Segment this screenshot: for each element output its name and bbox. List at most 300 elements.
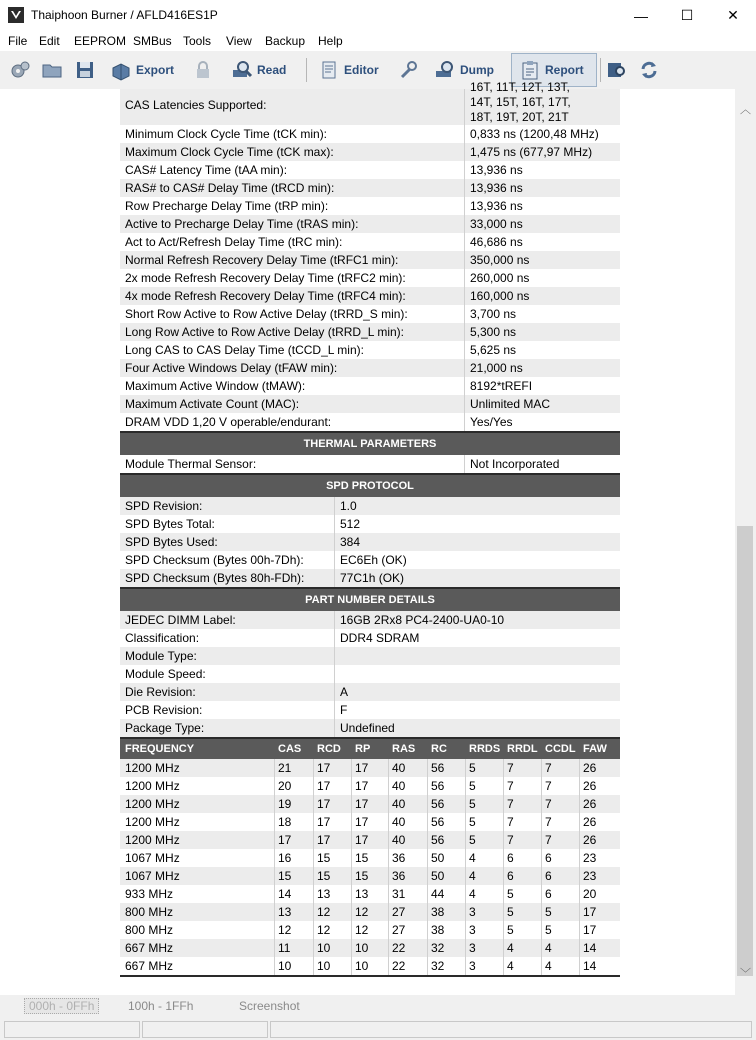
table-cell: 3 (469, 941, 476, 955)
row-value: 77C1h (OK) (340, 571, 405, 585)
row-value: 0,833 ns (1200,48 MHz) (470, 127, 599, 141)
column-header: RP (355, 743, 371, 755)
table-cell: 15 (355, 851, 369, 865)
column-divider (427, 867, 428, 885)
column-divider (313, 885, 314, 903)
row-value: DDR4 SDRAM (340, 631, 420, 645)
column-divider (334, 665, 335, 683)
column-divider (541, 957, 542, 975)
table-cell: 12 (278, 923, 292, 937)
column-divider (503, 921, 504, 939)
frequency-row (120, 813, 620, 831)
column-divider (427, 849, 428, 867)
tab-screenshot[interactable]: Screenshot (239, 999, 300, 1013)
table-cell: 5 (545, 923, 552, 937)
table-cell: 7 (545, 761, 552, 775)
table-cell: 17 (355, 761, 369, 775)
column-divider (503, 867, 504, 885)
table-cell: 40 (392, 797, 406, 811)
table-cell: 56 (431, 833, 445, 847)
export-button[interactable] (110, 54, 174, 86)
column-divider (274, 795, 275, 813)
column-divider (541, 885, 542, 903)
cas-latencies-row (120, 80, 620, 125)
kv-row (120, 161, 620, 179)
column-divider (579, 939, 580, 957)
menu-backup[interactable]: Backup (265, 34, 306, 48)
column-divider (579, 903, 580, 921)
column-divider (541, 867, 542, 885)
column-divider (274, 939, 275, 957)
editor-page-icon (318, 59, 340, 81)
table-cell: 10 (317, 959, 331, 973)
column-divider (313, 867, 314, 885)
column-divider (579, 777, 580, 795)
row-value: 13,936 ns (470, 199, 523, 213)
row-label: JEDEC DIMM Label: (125, 613, 236, 627)
table-cell: 800 MHz (125, 923, 174, 937)
kv-row (120, 455, 620, 473)
table-cell: 5 (507, 905, 514, 919)
table-cell: 40 (392, 779, 406, 793)
column-divider (274, 831, 275, 849)
kv-row (120, 143, 620, 161)
column-divider (464, 179, 465, 197)
table-cell: 27 (392, 905, 406, 919)
table-cell: 15 (317, 851, 331, 865)
column-divider (503, 939, 504, 957)
table-cell: 10 (317, 941, 331, 955)
view-tabs (0, 995, 756, 1017)
table-cell: 17 (583, 905, 597, 919)
menu-tools[interactable]: Tools (183, 34, 212, 48)
row-label: Maximum Active Window (tMAW): (125, 379, 306, 393)
toolbar (0, 51, 756, 90)
app-logo-icon (8, 7, 24, 23)
table-cell: 6 (545, 869, 552, 883)
table-cell: 15 (317, 869, 331, 883)
row-label: Classification: (125, 631, 200, 645)
column-divider (351, 957, 352, 975)
table-cell: 56 (431, 815, 445, 829)
row-label: PCB Revision: (125, 703, 203, 717)
column-divider (351, 849, 352, 867)
table-cell: 4 (545, 941, 552, 955)
table-cell: 17 (355, 797, 369, 811)
tab-000h-0ffh[interactable]: 000h - 0FFh (24, 998, 99, 1014)
column-divider (465, 795, 466, 813)
table-cell: 7 (507, 779, 514, 793)
table-cell: 1200 MHz (125, 797, 180, 811)
status-pane (142, 1021, 268, 1038)
read-button[interactable] (231, 54, 286, 86)
settings-button[interactable] (9, 54, 31, 86)
frequency-row (120, 795, 620, 813)
cas-latencies-value (470, 80, 571, 125)
magnifier-chip-icon (231, 59, 253, 81)
timings-table (120, 80, 620, 977)
timing-rows (120, 125, 620, 431)
column-divider (503, 831, 504, 849)
column-divider (427, 795, 428, 813)
table-cell: 4 (507, 959, 514, 973)
table-cell: 17 (278, 833, 292, 847)
table-cell: 4 (545, 959, 552, 973)
export-label: Export (136, 63, 175, 77)
table-cell: 26 (583, 761, 597, 775)
screenshot-magnifier-icon (606, 59, 628, 81)
table-cell: 14 (583, 959, 597, 973)
table-cell: 21 (278, 761, 292, 775)
kv-row (120, 719, 620, 737)
row-value: 5,300 ns (470, 325, 517, 339)
row-label: 2x mode Refresh Recovery Delay Time (tRFC2 min): (125, 271, 406, 285)
column-divider (503, 813, 504, 831)
status-bar (0, 1017, 756, 1040)
column-divider (388, 903, 389, 921)
column-divider (274, 849, 275, 867)
table-cell: 5 (469, 779, 476, 793)
column-divider (465, 813, 466, 831)
table-cell: 667 MHz (125, 959, 174, 973)
table-cell: 17 (317, 761, 331, 775)
open-button[interactable] (41, 54, 63, 86)
row-value: Yes/Yes (470, 415, 513, 429)
column-divider (427, 777, 428, 795)
kv-row (120, 551, 620, 569)
table-cell: 22 (392, 959, 406, 973)
vertical-scrollbar[interactable] (735, 89, 756, 995)
row-label: Normal Refresh Recovery Delay Time (tRFC1 min): (125, 253, 399, 267)
table-cell: 26 (583, 833, 597, 847)
table-cell: 17 (317, 797, 331, 811)
table-cell: 18 (278, 815, 292, 829)
column-divider (334, 611, 335, 629)
table-cell: 56 (431, 761, 445, 775)
menu-eeprom[interactable]: EEPROM (74, 34, 127, 48)
column-divider (464, 377, 465, 395)
column-divider (351, 867, 352, 885)
column-divider (313, 939, 314, 957)
gears-icon (9, 59, 31, 81)
table-cell: 38 (431, 923, 445, 937)
table-cell: 44 (431, 887, 445, 901)
table-cell: 26 (583, 797, 597, 811)
column-divider (579, 813, 580, 831)
table-cell: 5 (507, 887, 514, 901)
tools-button[interactable] (398, 54, 420, 86)
column-divider (464, 305, 465, 323)
table-cell: 27 (392, 923, 406, 937)
table-cell: 1200 MHz (125, 833, 180, 847)
table-cell: 10 (278, 959, 292, 973)
column-divider (503, 777, 504, 795)
column-header: FREQUENCY (125, 743, 195, 755)
column-divider (541, 849, 542, 867)
frequency-row (120, 777, 620, 795)
column-divider (427, 921, 428, 939)
table-cell: 56 (431, 779, 445, 793)
column-header: FAW (583, 743, 607, 755)
scrollbar-thumb[interactable] (737, 526, 753, 976)
column-divider (313, 813, 314, 831)
row-label: SPD Checksum (Bytes 80h-FDh): (125, 571, 305, 585)
screenshot-button[interactable] (606, 54, 628, 86)
column-divider (465, 777, 466, 795)
column-divider (464, 359, 465, 377)
kv-row (120, 629, 620, 647)
table-cell: 6 (507, 851, 514, 865)
row-value: 1.0 (340, 499, 357, 513)
column-divider (465, 867, 466, 885)
column-divider (465, 921, 466, 939)
column-divider (274, 759, 275, 777)
column-divider (334, 497, 335, 515)
table-cell: 14 (583, 941, 597, 955)
table-cell: 6 (545, 851, 552, 865)
column-divider (541, 939, 542, 957)
column-divider (464, 89, 465, 125)
table-cell: 17 (355, 815, 369, 829)
row-label: Module Thermal Sensor: (125, 457, 257, 471)
column-divider (313, 921, 314, 939)
table-cell: 17 (317, 833, 331, 847)
editor-label: Editor (344, 63, 379, 77)
table-cell: 12 (355, 905, 369, 919)
row-label: Minimum Clock Cycle Time (tCK min): (125, 127, 328, 141)
export-box-icon (110, 59, 132, 81)
column-header: CAS (278, 743, 302, 755)
table-cell: 1067 MHz (125, 869, 180, 883)
kv-row (120, 413, 620, 431)
column-divider (464, 161, 465, 179)
lock-button[interactable] (192, 54, 214, 86)
row-label: RAS# to CAS# Delay Time (tRCD min): (125, 181, 335, 195)
column-divider (464, 269, 465, 287)
row-label: Row Precharge Delay Time (tRP min): (125, 199, 329, 213)
kv-row (120, 323, 620, 341)
table-cell: 1200 MHz (125, 761, 180, 775)
table-cell: 36 (392, 869, 406, 883)
row-label: Die Revision: (125, 685, 196, 699)
frequency-row (120, 885, 620, 903)
toolbar-separator (600, 58, 601, 82)
table-cell: 11 (278, 941, 291, 955)
column-divider (351, 759, 352, 777)
save-button[interactable] (74, 54, 96, 86)
column-divider (465, 759, 466, 777)
lock-icon (192, 59, 214, 81)
column-divider (334, 515, 335, 533)
column-divider (464, 455, 465, 473)
row-label: Module Speed: (125, 667, 206, 681)
part-rows (120, 611, 620, 737)
scroll-up-icon[interactable]: ︿ (740, 104, 751, 116)
row-label: Four Active Windows Delay (tFAW min): (125, 361, 338, 375)
kv-row (120, 215, 620, 233)
row-label: SPD Bytes Total: (125, 517, 215, 531)
table-cell: 10 (355, 941, 369, 955)
cas-latencies-label: CAS Latencies Supported: (125, 98, 267, 112)
row-value: 3,700 ns (470, 307, 517, 321)
row-value: EC6Eh (OK) (340, 553, 407, 567)
column-divider (579, 921, 580, 939)
table-cell: 5 (469, 815, 476, 829)
column-divider (579, 849, 580, 867)
table-cell: 7 (507, 833, 514, 847)
row-value: 384 (340, 535, 361, 549)
table-cell: 23 (583, 869, 597, 883)
table-cell: 4 (469, 851, 476, 865)
column-divider (388, 939, 389, 957)
column-divider (427, 831, 428, 849)
row-label: Maximum Clock Cycle Time (tCK max): (125, 145, 334, 159)
menu-edit[interactable]: Edit (39, 34, 60, 48)
row-label: Long Row Active to Row Active Delay (tRRD_L min): (125, 325, 404, 339)
row-label: Active to Precharge Delay Time (tRAS min): (125, 217, 359, 231)
column-header: RAS (392, 743, 416, 755)
toolbar-separator (306, 58, 307, 82)
minimize-button[interactable] (618, 0, 664, 31)
column-divider (313, 831, 314, 849)
close-button[interactable] (710, 0, 756, 31)
row-value: Unlimited MAC (470, 397, 551, 411)
column-divider (388, 831, 389, 849)
column-divider (388, 777, 389, 795)
column-divider (579, 957, 580, 975)
title-bar (0, 0, 756, 31)
column-divider (388, 795, 389, 813)
row-value: 16GB 2Rx8 PC4-2400-UA0-10 (340, 613, 505, 627)
table-cell: 667 MHz (125, 941, 174, 955)
editor-button[interactable] (318, 54, 379, 86)
column-divider (541, 831, 542, 849)
row-value: 46,686 ns (470, 235, 523, 249)
column-divider (351, 795, 352, 813)
column-header: RC (431, 743, 447, 755)
row-label: SPD Revision: (125, 499, 203, 513)
frequency-row (120, 849, 620, 867)
table-cell: 40 (392, 833, 406, 847)
table-cell: 12 (317, 923, 331, 937)
table-bottom-rule (120, 975, 620, 977)
status-pane (270, 1021, 752, 1038)
refresh-button[interactable] (638, 54, 660, 86)
row-value: 33,000 ns (470, 217, 523, 231)
column-divider (334, 551, 335, 569)
column-divider (464, 341, 465, 359)
kv-row (120, 611, 620, 629)
menu-bar (0, 31, 756, 51)
column-divider (541, 813, 542, 831)
table-cell: 5 (545, 905, 552, 919)
column-divider (503, 849, 504, 867)
table-cell: 15 (355, 869, 369, 883)
row-value: 21,000 ns (470, 361, 523, 375)
menu-help[interactable]: Help (318, 34, 343, 48)
column-divider (465, 831, 466, 849)
frequency-row (120, 939, 620, 957)
table-cell: 12 (317, 905, 331, 919)
column-divider (503, 759, 504, 777)
column-divider (274, 867, 275, 885)
report-view[interactable] (0, 80, 735, 995)
column-divider (274, 885, 275, 903)
row-label: Act to Act/Refresh Delay Time (tRC min): (125, 235, 343, 249)
kv-row (120, 665, 620, 683)
table-cell: 800 MHz (125, 905, 174, 919)
table-cell: 22 (392, 941, 406, 955)
table-cell: 23 (583, 851, 597, 865)
column-divider (351, 939, 352, 957)
row-value: 13,936 ns (470, 163, 523, 177)
column-divider (464, 413, 465, 431)
kv-row (120, 269, 620, 287)
column-divider (334, 683, 335, 701)
column-divider (427, 939, 428, 957)
table-cell: 40 (392, 761, 406, 775)
row-label: Package Type: (125, 721, 205, 735)
row-value: 13,936 ns (470, 181, 523, 195)
table-cell: 19 (278, 797, 292, 811)
frequency-row (120, 831, 620, 849)
column-divider (388, 813, 389, 831)
column-divider (541, 759, 542, 777)
frequency-row (120, 867, 620, 885)
table-cell: 6 (507, 869, 514, 883)
table-cell: 3 (469, 923, 476, 937)
column-divider (465, 849, 466, 867)
kv-row (120, 569, 620, 587)
column-divider (464, 287, 465, 305)
dump-magnifier-icon (434, 59, 456, 81)
table-cell: 1067 MHz (125, 851, 180, 865)
dump-label: Dump (460, 63, 494, 77)
table-cell: 26 (583, 779, 597, 793)
table-cell: 7 (545, 779, 552, 793)
row-value: 512 (340, 517, 361, 531)
column-divider (388, 885, 389, 903)
column-divider (465, 939, 466, 957)
kv-row (120, 701, 620, 719)
column-divider (427, 759, 428, 777)
row-value: A (340, 685, 349, 699)
row-value: 1,475 ns (677,97 MHz) (470, 145, 593, 159)
menu-file[interactable]: File (8, 34, 28, 48)
scroll-down-icon[interactable]: ﹀ (740, 968, 751, 980)
folder-icon (41, 59, 63, 81)
column-divider (313, 849, 314, 867)
cas-line: 16T, 11T, 12T, 13T, (470, 80, 570, 94)
table-cell: 26 (583, 815, 597, 829)
menu-smbus[interactable]: SMBus (133, 34, 172, 48)
table-cell: 5 (469, 761, 476, 775)
minimize-icon: — (634, 7, 648, 24)
row-label: Long CAS to CAS Delay Time (tCCD_L min): (125, 343, 364, 357)
column-divider (541, 921, 542, 939)
row-label: Maximum Activate Count (MAC): (125, 397, 300, 411)
kv-row (120, 647, 620, 665)
column-divider (464, 197, 465, 215)
table-cell: 933 MHz (125, 887, 174, 901)
frequency-row (120, 957, 620, 975)
tab-100h-1ffh[interactable]: 100h - 1FFh (128, 999, 194, 1013)
maximize-button[interactable] (664, 0, 710, 31)
thermal-section-header: THERMAL PARAMETERS (120, 431, 620, 455)
menu-view[interactable]: View (226, 34, 252, 48)
table-cell: 50 (431, 851, 445, 865)
column-divider (503, 957, 504, 975)
